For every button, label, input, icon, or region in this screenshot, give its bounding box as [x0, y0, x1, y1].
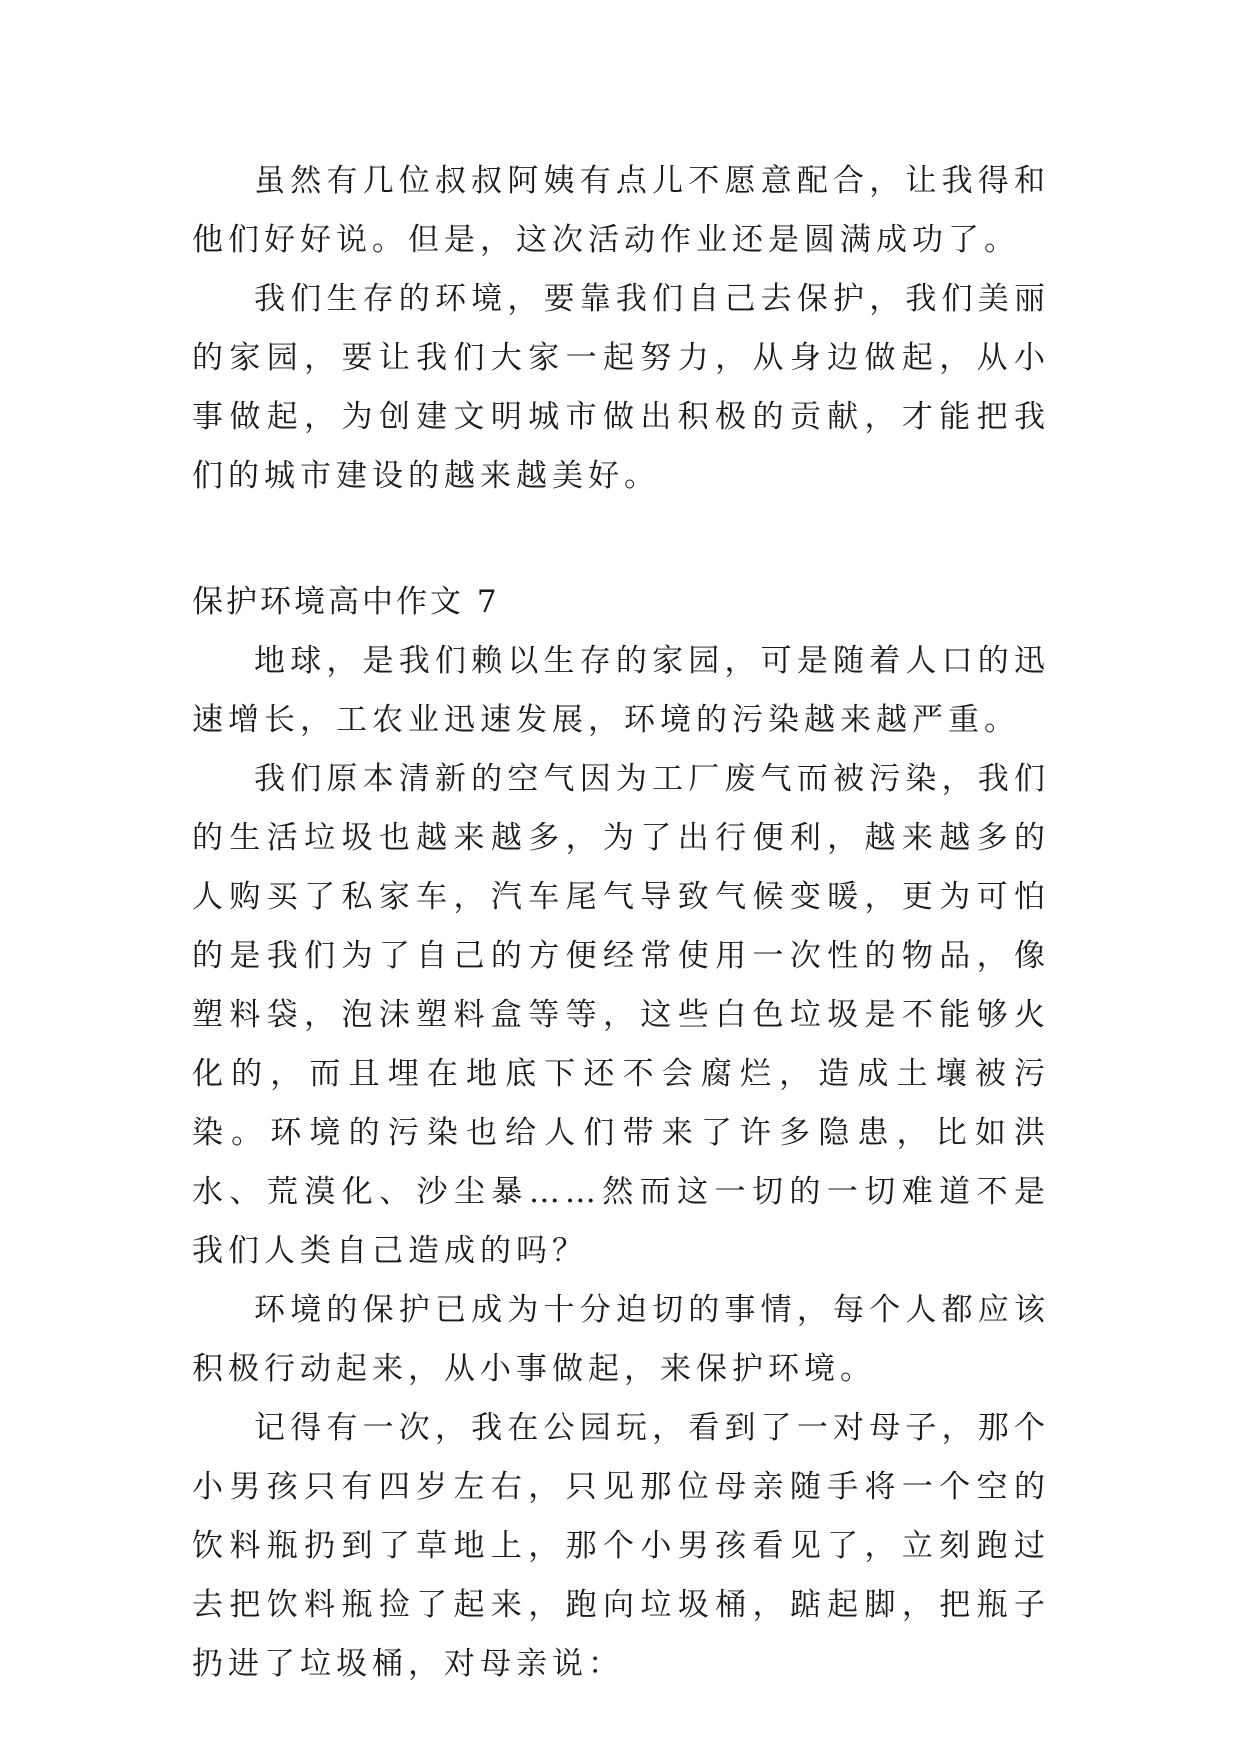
paragraph: 地球，是我们赖以生存的家园，可是随着人口的迅速增长，工农业迅速发展，环境的污染越来越严重。 [192, 643, 1050, 738]
paragraph: 我们原本清新的空气因为工厂废气而被污染，我们的生活垃圾也越来越多，为了出行便利，越来越多的人购买了私家车，汽车尾气导致气候变暖，更为可怕的是我们为了自己的方便经常使用一次性的物品，像塑料袋，泡沫塑料盒等等，这些白色垃圾是不能够火化的，而且埋在地底下还不会腐烂，造成土壤被污染。环境的污染也给人们带来了许多隐患，比如洪水、荒漠化、沙尘暴……然而这一切的一切难道不是我们人类自己造成的吗？ [192, 761, 1050, 1269]
paragraph: 记得有一次，我在公园玩，看到了一对母子，那个小男孩只有四岁左右，只见那位母亲随手将一个空的饮料瓶扔到了草地上，那个小男孩看见了，立刻跑过去把饮料瓶捡了起来，跑向垃圾桶，踮起脚，把瓶子扔进了垃圾桶，对母亲说： [192, 1410, 1050, 1682]
paragraph: 我们生存的环境，要靠我们自己去保护，我们美丽的家园，要让我们大家一起努力，从身边做起，从小事做起，为创建文明城市做出积极的贡献，才能把我们的城市建设的越来越美好。 [192, 281, 1050, 494]
section-title: 保护环境高中作文 7 [192, 584, 500, 620]
paragraph: 虽然有几位叔叔阿姨有点儿不愿意配合，让我得和他们好好说。但是，这次活动作业还是圆满成功了。 [192, 163, 1050, 258]
paragraph: 环境的保护已成为十分迫切的事情，每个人都应该积极行动起来，从小事做起，来保护环境。 [192, 1292, 1050, 1387]
document-body [192, 152, 1050, 1694]
